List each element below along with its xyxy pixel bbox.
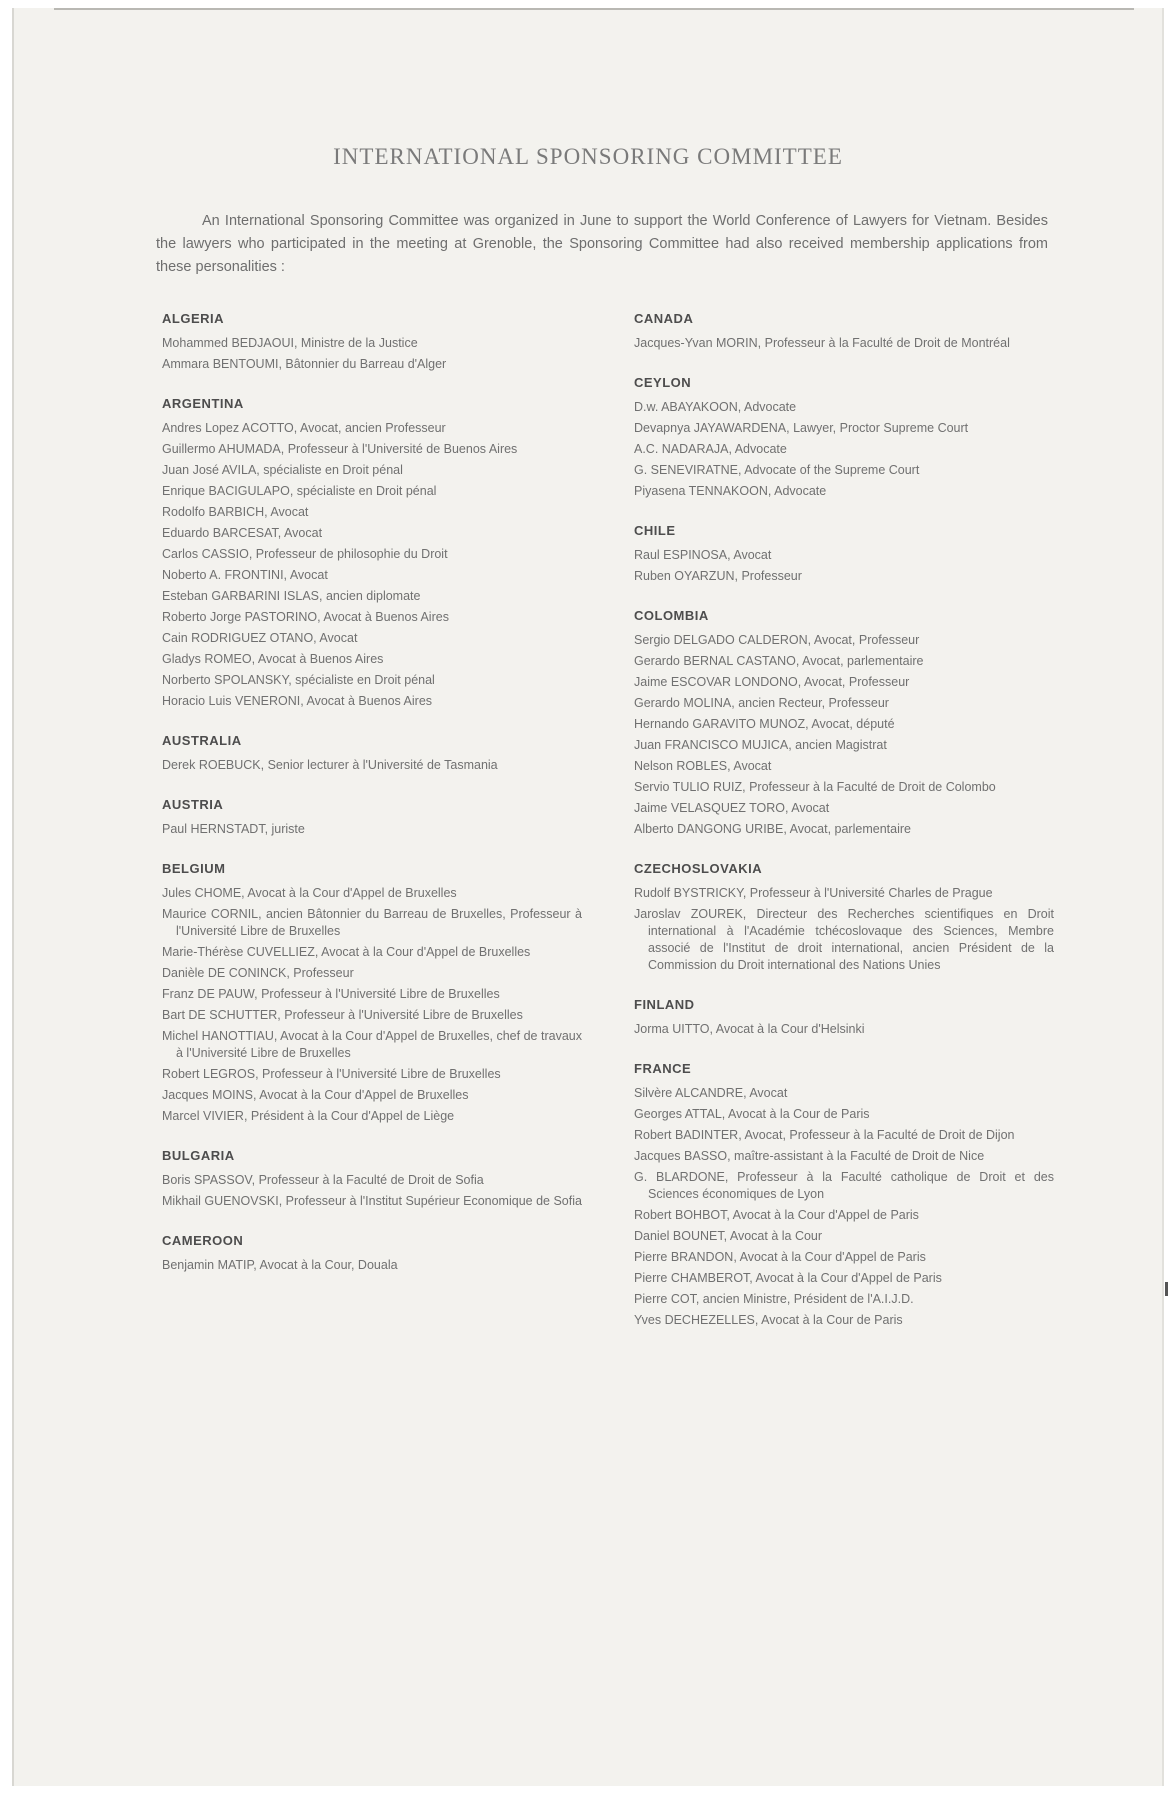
country-section-finland <box>634 996 1054 1038</box>
country-heading: CAMEROON <box>162 1233 244 1248</box>
member-entry: Esteban GARBARINI ISLAS, ancien diplomate <box>162 589 421 603</box>
member-entry: Paul HERNSTADT, juriste <box>162 822 305 836</box>
country-section-cameroon <box>162 1232 582 1274</box>
country-section-ceylon <box>634 374 1054 500</box>
member-entry: Noberto A. FRONTINI, Avocat <box>162 568 328 582</box>
member-entry: Georges ATTAL, Avocat à la Cour de Paris <box>634 1107 870 1121</box>
member-entry: G. SENEVIRATNE, Advocate of the Supreme Court <box>634 463 920 477</box>
member-entry: Nelson ROBLES, Avocat <box>634 759 772 773</box>
member-entry: A.C. NADARAJA, Advocate <box>634 442 787 456</box>
member-entry: Pierre COT, ancien Ministre, Président de l'A.I.J.D. <box>634 1292 914 1306</box>
country-section-australia <box>162 732 582 774</box>
member-entry: Raul ESPINOSA, Avocat <box>634 548 772 562</box>
member-entry: G. BLARDONE, Professeur à la Faculté catholique de Droit et des Sciences économiques de Lyon <box>634 1170 1054 1201</box>
member-entry: Gerardo BERNAL CASTANO, Avocat, parlementaire <box>634 654 924 668</box>
member-entry: Jaime VELASQUEZ TORO, Avocat <box>634 801 830 815</box>
member-entry: Gladys ROMEO, Avocat à Buenos Aires <box>162 652 384 666</box>
member-entry: Robert BADINTER, Avocat, Professeur à la Faculté de Droit de Dijon <box>634 1128 1015 1142</box>
country-section-czechoslovakia <box>634 860 1054 974</box>
member-entry: Guillermo AHUMADA, Professeur à l'Université de Buenos Aires <box>162 442 518 456</box>
member-entry: Carlos CASSIO, Professeur de philosophie du Droit <box>162 547 448 561</box>
member-entry: Jaime ESCOVAR LONDONO, Avocat, Professeur <box>634 675 910 689</box>
member-entry: Jaroslav ZOUREK, Directeur des Recherches scientifiques en Droit international à l'Académie tchécoslovaque des Sciences, Membre associé de l'Institut de droit international, ancien Président de la Commission du Droit international des Nations Unies <box>634 907 1054 972</box>
member-entry: Juan FRANCISCO MUJICA, ancien Magistrat <box>634 738 887 752</box>
page-title: INTERNATIONAL SPONSORING COMMITTEE <box>333 144 843 169</box>
country-section-argentina <box>162 395 582 710</box>
member-entry: Daniel BOUNET, Avocat à la Cour <box>634 1229 823 1243</box>
member-entry: Mohammed BEDJAOUI, Ministre de la Justice <box>162 336 418 350</box>
country-section-colombia <box>634 607 1054 838</box>
country-section-belgium <box>162 860 582 1125</box>
country-heading: CEYLON <box>634 375 692 390</box>
member-entry: Eduardo BARCESAT, Avocat <box>162 526 323 540</box>
country-section-chile <box>634 522 1054 585</box>
top-rule <box>54 8 1134 10</box>
country-section-austria <box>162 796 582 838</box>
member-entry: Andres Lopez ACOTTO, Avocat, ancien Professeur <box>162 421 446 435</box>
country-heading: CANADA <box>634 311 694 326</box>
member-entry: Marcel VIVIER, Président à la Cour d'Appel de Liège <box>162 1109 455 1123</box>
member-entry: Robert BOHBOT, Avocat à la Cour d'Appel de Paris <box>634 1208 919 1222</box>
country-heading: AUSTRIA <box>162 797 224 812</box>
member-entry: Jorma UITTO, Avocat à la Cour d'Helsinki <box>634 1022 865 1036</box>
member-entry: Jacques MOINS, Avocat à la Cour d'Appel de Bruxelles <box>162 1088 469 1102</box>
member-entry: Pierre CHAMBEROT, Avocat à la Cour d'Appel de Paris <box>634 1271 942 1285</box>
member-entry: Franz DE PAUW, Professeur à l'Université Libre de Bruxelles <box>162 987 500 1001</box>
country-section-france <box>634 1060 1054 1329</box>
member-entry: Juan José AVILA, spécialiste en Droit pénal <box>162 463 403 477</box>
member-entry: Gerardo MOLINA, ancien Recteur, Professeur <box>634 696 889 710</box>
member-entry: Yves DECHEZELLES, Avocat à la Cour de Paris <box>634 1313 903 1327</box>
intro-paragraph: An International Sponsoring Committee was organized in June to support the World Conference of Lawyers for Vietnam. Besides the lawyers who participated in the meeting at Grenoble, the Sponsoring Committee had also received membership applications from these personalities : <box>156 213 1048 275</box>
country-heading: FRANCE <box>634 1061 692 1076</box>
member-entry: Rodolfo BARBICH, Avocat <box>162 505 309 519</box>
country-heading: BELGIUM <box>162 861 226 876</box>
document-page <box>12 8 1164 1786</box>
member-entry: Norberto SPOLANSKY, spécialiste en Droit pénal <box>162 673 435 687</box>
member-entry: Ammara BENTOUMI, Bâtonnier du Barreau d'Alger <box>162 357 447 371</box>
member-entry: Hernando GARAVITO MUNOZ, Avocat, député <box>634 717 895 731</box>
member-entry: Jacques-Yvan MORIN, Professeur à la Faculté de Droit de Montréal <box>634 336 1010 350</box>
member-entry: Sergio DELGADO CALDERON, Avocat, Professeur <box>634 633 920 647</box>
member-entry: Bart DE SCHUTTER, Professeur à l'Université Libre de Bruxelles <box>162 1008 523 1022</box>
country-heading: FINLAND <box>634 997 695 1012</box>
member-entry: Robert LEGROS, Professeur à l'Université Libre de Bruxelles <box>162 1067 501 1081</box>
member-entry: Benjamin MATIP, Avocat à la Cour, Douala <box>162 1258 398 1272</box>
country-section-bulgaria <box>162 1147 582 1210</box>
member-entry: Pierre BRANDON, Avocat à la Cour d'Appel de Paris <box>634 1250 926 1264</box>
member-entry: Horacio Luis VENERONI, Avocat à Buenos Aires <box>162 694 433 708</box>
country-section-algeria <box>162 310 582 373</box>
member-entry: Derek ROEBUCK, Senior lecturer à l'Université de Tasmania <box>162 758 498 772</box>
member-entry: D.w. ABAYAKOON, Advocate <box>634 400 797 414</box>
country-heading: ALGERIA <box>162 311 224 326</box>
left-column <box>162 310 582 1296</box>
country-heading: CZECHOSLOVAKIA <box>634 861 763 876</box>
member-entry: Marie-Thérèse CUVELLIEZ, Avocat à la Cour d'Appel de Bruxelles <box>162 945 531 959</box>
member-entry: Jacques BASSO, maître-assistant à la Faculté de Droit de Nice <box>634 1149 985 1163</box>
member-entry: Roberto Jorge PASTORINO, Avocat à Buenos Aires <box>162 610 449 624</box>
right-column <box>634 310 1054 1351</box>
country-heading: CHILE <box>634 523 676 538</box>
member-entry: Cain RODRIGUEZ OTANO, Avocat <box>162 631 358 645</box>
member-entry: Piyasena TENNAKOON, Advocate <box>634 484 827 498</box>
country-heading: COLOMBIA <box>634 608 709 623</box>
member-entry: Danièle DE CONINCK, Professeur <box>162 966 354 980</box>
member-entry: Boris SPASSOV, Professeur à la Faculté de Droit de Sofia <box>162 1173 484 1187</box>
member-entry: Jules CHOME, Avocat à la Cour d'Appel de Bruxelles <box>162 886 457 900</box>
member-entry: Servio TULIO RUIZ, Professeur à la Faculté de Droit de Colombo <box>634 780 996 794</box>
country-heading: ARGENTINA <box>162 396 244 411</box>
member-entry: Ruben OYARZUN, Professeur <box>634 569 802 583</box>
member-entry: Devapnya JAYAWARDENA, Lawyer, Proctor Supreme Court <box>634 421 969 435</box>
edge-mark <box>1165 1282 1168 1296</box>
member-entry: Maurice CORNIL, ancien Bâtonnier du Barreau de Bruxelles, Professeur à l'Université Libre de Bruxelles <box>162 907 582 938</box>
member-entry: Enrique BACIGULAPO, spécialiste en Droit pénal <box>162 484 437 498</box>
member-entry: Rudolf BYSTRICKY, Professeur à l'Université Charles de Prague <box>634 886 993 900</box>
country-section-canada <box>634 310 1054 352</box>
member-entry: Michel HANOTTIAU, Avocat à la Cour d'Appel de Bruxelles, chef de travaux à l'Université Libre de Bruxelles <box>162 1029 582 1060</box>
member-entry: Alberto DANGONG URIBE, Avocat, parlementaire <box>634 822 911 836</box>
member-entry: Silvère ALCANDRE, Avocat <box>634 1086 788 1100</box>
country-heading: BULGARIA <box>162 1148 235 1163</box>
member-entry: Mikhail GUENOVSKI, Professeur à l'Institut Supérieur Economique de Sofia <box>162 1194 582 1208</box>
country-heading: AUSTRALIA <box>162 733 242 748</box>
